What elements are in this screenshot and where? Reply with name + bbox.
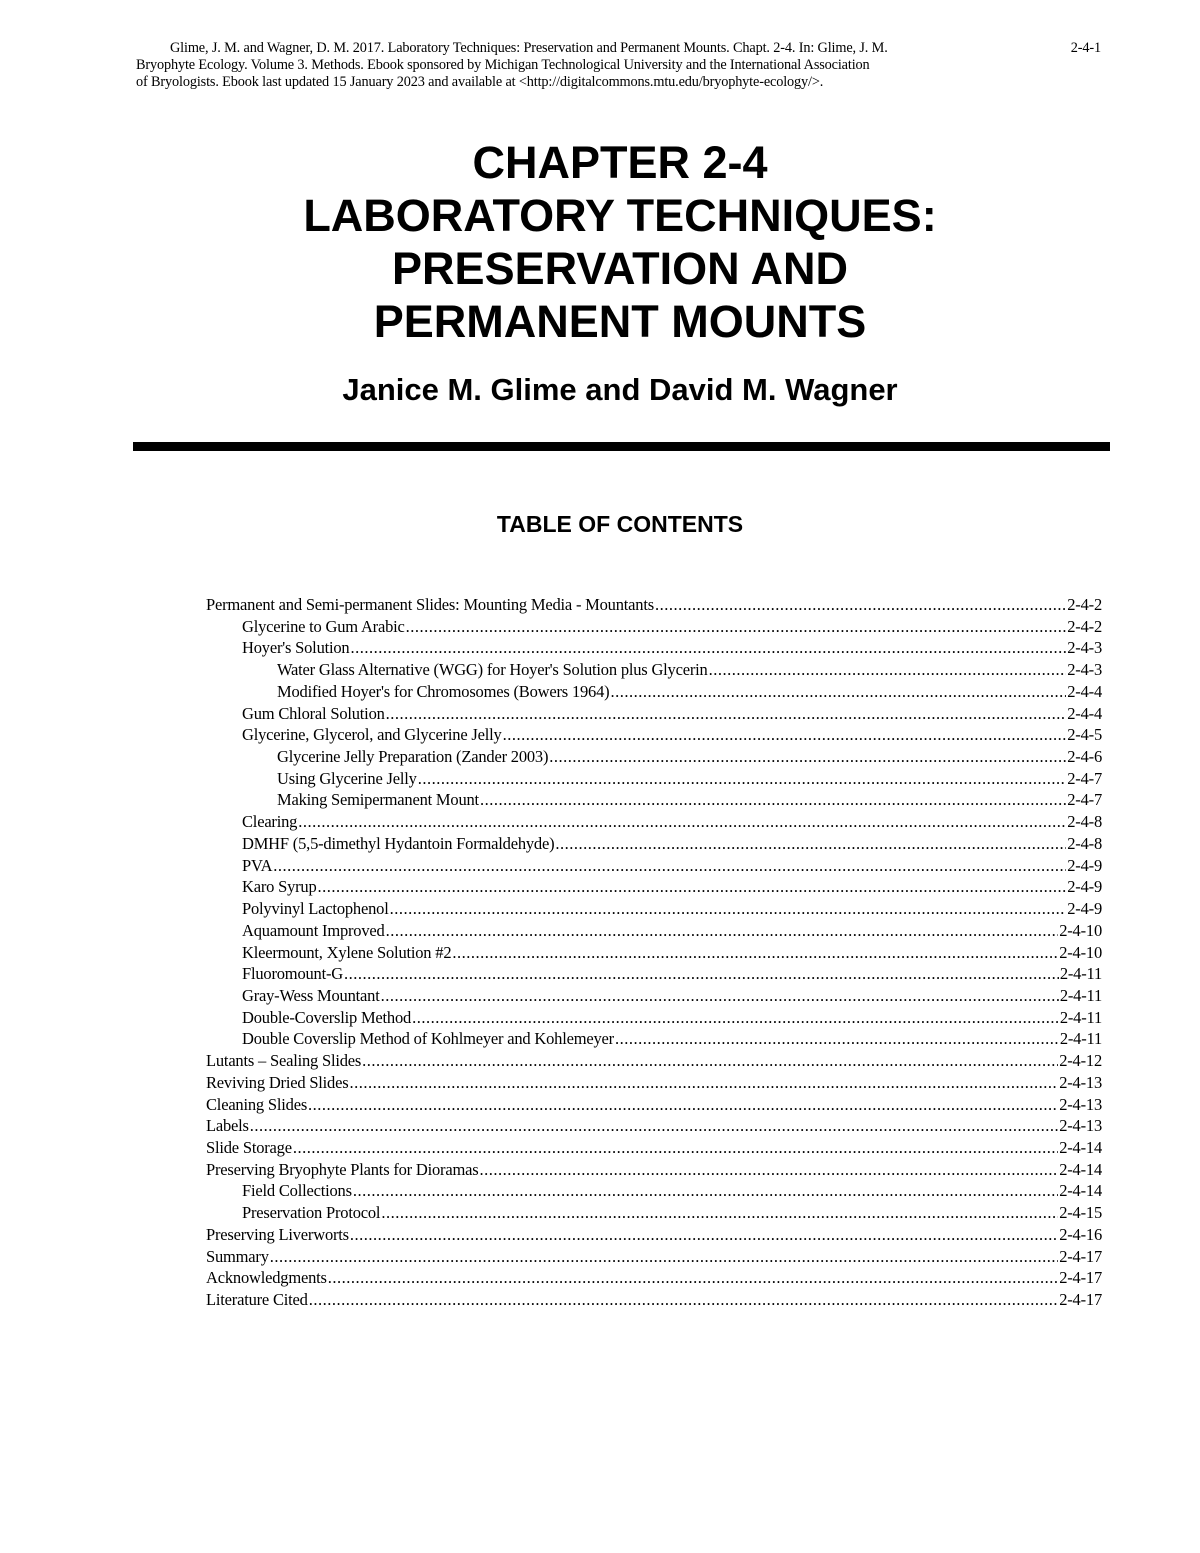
toc-entry[interactable] — [206, 1159, 1102, 1181]
toc-entry[interactable] — [206, 1094, 1102, 1116]
toc-entry[interactable] — [206, 1180, 1102, 1202]
toc-entry-page: 2-4-6 — [1067, 747, 1102, 767]
toc-entry[interactable] — [206, 855, 1102, 877]
toc-dot-leader — [328, 1267, 1058, 1289]
toc-entry-page: 2-4-17 — [1059, 1246, 1102, 1266]
toc-entry-label: Gum Chloral Solution — [242, 703, 385, 723]
citation-line-2: Bryophyte Ecology. Volume 3. Methods. Ebook sponsored by Michigan Technological University and the International Association — [136, 57, 870, 73]
toc-dot-leader — [480, 789, 1066, 811]
toc-entry[interactable] — [206, 942, 1102, 964]
toc-entry-label: Making Semipermanent Mount — [277, 790, 479, 810]
toc-entry-label: Aquamount Improved — [242, 920, 385, 940]
chapter-title-line-3: PRESERVATION AND — [392, 243, 848, 294]
authors: Janice M. Glime and David M. Wagner — [342, 372, 898, 407]
page-number: 2-4-1 — [1070, 40, 1101, 56]
toc-entry-label: Cleaning Slides — [206, 1094, 308, 1114]
toc-entry[interactable] — [206, 1246, 1102, 1268]
toc-entry-page: 2-4-4 — [1067, 681, 1102, 701]
toc-dot-leader — [298, 811, 1066, 833]
toc-entry-label: Glycerine, Glycerol, and Glycerine Jelly — [242, 725, 502, 745]
toc-dot-leader — [709, 659, 1067, 681]
table-of-contents — [206, 594, 1102, 1311]
toc-entry-label: Using Glycerine Jelly — [277, 768, 417, 788]
toc-dot-leader — [390, 898, 1067, 920]
toc-entry-label: Summary — [206, 1246, 269, 1266]
toc-heading: TABLE OF CONTENTS — [496, 511, 744, 537]
toc-entry[interactable] — [206, 789, 1102, 811]
toc-entry-page: 2-4-10 — [1059, 942, 1102, 962]
citation-header — [136, 40, 1101, 91]
toc-entry[interactable] — [206, 833, 1102, 855]
toc-entry-page: 2-4-11 — [1059, 1029, 1102, 1049]
toc-entry-label: Acknowledgments — [206, 1268, 327, 1288]
toc-entry[interactable] — [206, 594, 1102, 616]
toc-entry-label: Field Collections — [242, 1181, 352, 1201]
toc-entry-page: 2-4-2 — [1067, 595, 1102, 614]
toc-entry-page: 2-4-14 — [1059, 1137, 1102, 1157]
toc-entry-page: 2-4-16 — [1059, 1224, 1102, 1244]
toc-entry-label: Gray-Wess Mountant — [242, 985, 380, 1005]
toc-entry[interactable] — [206, 985, 1102, 1007]
toc-entry-page: 2-4-9 — [1067, 877, 1102, 897]
toc-entry-page: 2-4-8 — [1067, 812, 1102, 832]
toc-entry[interactable] — [206, 768, 1102, 790]
toc-entry-label: Fluoromount-G — [242, 964, 343, 984]
toc-entry-page: 2-4-13 — [1059, 1072, 1102, 1092]
toc-dot-leader — [555, 833, 1066, 855]
toc-entry[interactable] — [206, 1050, 1102, 1072]
toc-entry-page: 2-4-3 — [1067, 638, 1102, 658]
toc-dot-leader — [610, 681, 1066, 703]
toc-entry-label: Preservation Protocol — [242, 1203, 381, 1223]
toc-entry[interactable] — [206, 1007, 1102, 1029]
toc-dot-leader — [406, 616, 1067, 638]
toc-entry-page: 2-4-15 — [1059, 1203, 1102, 1223]
toc-entry-label: Karo Syrup — [242, 877, 317, 897]
toc-entry-page: 2-4-11 — [1059, 1007, 1102, 1027]
toc-dot-leader — [386, 703, 1067, 725]
toc-entry-page: 2-4-17 — [1059, 1268, 1102, 1288]
toc-entry-label: Clearing — [242, 812, 298, 832]
toc-entry[interactable] — [206, 898, 1102, 920]
toc-entry-label: Double Coverslip Method of Kohlmeyer and Kohlemeyer — [242, 1029, 614, 1049]
toc-entry-label: DMHF (5,5-dimethyl Hydantoin Formaldehyde) — [242, 833, 555, 853]
toc-entry-label: Glycerine Jelly Preparation (Zander 2003) — [277, 747, 549, 767]
toc-entry-label: Permanent and Semi-permanent Slides: Mounting Media - Mountants — [206, 595, 654, 614]
toc-entry-page: 2-4-7 — [1067, 790, 1102, 810]
toc-dot-leader — [318, 876, 1067, 898]
toc-entry-page: 2-4-14 — [1059, 1181, 1102, 1201]
toc-entry-page: 2-4-4 — [1067, 703, 1102, 723]
toc-entry[interactable] — [206, 1137, 1102, 1159]
toc-dot-leader — [270, 1246, 1058, 1268]
toc-dot-leader — [503, 724, 1067, 746]
toc-entry[interactable] — [206, 1028, 1102, 1050]
toc-entry-label: Polyvinyl Lactophenol — [242, 899, 389, 919]
toc-dot-leader — [250, 1115, 1058, 1137]
toc-dot-leader — [349, 1072, 1058, 1094]
toc-entry-page: 2-4-7 — [1067, 768, 1102, 788]
toc-entry-label: Labels — [206, 1116, 249, 1136]
chapter-title-line-4: PERMANENT MOUNTS — [373, 296, 867, 347]
toc-entry-page: 2-4-13 — [1059, 1094, 1102, 1114]
toc-entry[interactable] — [206, 1202, 1102, 1224]
toc-dot-leader — [412, 1007, 1059, 1029]
toc-entry-page: 2-4-13 — [1059, 1116, 1102, 1136]
toc-entry-label: Modified Hoyer's for Chromosomes (Bowers 1964) — [277, 681, 610, 701]
toc-entry-page: 2-4-10 — [1059, 920, 1102, 940]
toc-entry[interactable] — [206, 963, 1102, 985]
toc-entry-page: 2-4-3 — [1067, 660, 1102, 680]
toc-entry[interactable] — [206, 1289, 1102, 1311]
toc-dot-leader — [655, 594, 1066, 616]
toc-entry-page: 2-4-11 — [1059, 985, 1102, 1005]
citation-line-3: of Bryologists. Ebook last updated 15 January 2023 and available at <http://digitalcommons.mtu.edu/bryophyte-ecology/>. — [136, 74, 824, 90]
toc-entry[interactable] — [206, 746, 1102, 768]
toc-entry-page: 2-4-9 — [1067, 855, 1102, 875]
toc-entry-label: Slide Storage — [206, 1137, 292, 1157]
toc-dot-leader — [293, 1137, 1058, 1159]
toc-dot-leader — [479, 1159, 1058, 1181]
toc-entry-label: Literature Cited — [206, 1290, 308, 1309]
toc-entry[interactable] — [206, 616, 1102, 638]
toc-dot-leader — [381, 985, 1059, 1007]
toc-entry-page: 2-4-14 — [1059, 1159, 1102, 1179]
toc-entry[interactable] — [206, 1072, 1102, 1094]
toc-dot-leader — [309, 1289, 1058, 1311]
toc-dot-leader — [344, 963, 1059, 985]
toc-entry-label: Hoyer's Solution — [242, 638, 350, 658]
toc-dot-leader — [353, 1180, 1058, 1202]
toc-entry-page: 2-4-12 — [1059, 1051, 1102, 1071]
toc-entry[interactable] — [206, 681, 1102, 703]
toc-entry[interactable] — [206, 811, 1102, 833]
toc-entry[interactable] — [206, 659, 1102, 681]
toc-entry-label: Preserving Liverworts — [206, 1224, 349, 1244]
toc-entry[interactable] — [206, 1267, 1102, 1289]
toc-entry-label: PVA — [242, 855, 273, 875]
toc-entry-page: 2-4-17 — [1059, 1290, 1102, 1309]
toc-entry-page: 2-4-2 — [1067, 616, 1102, 636]
toc-dot-leader — [362, 1050, 1058, 1072]
toc-entry-label: Preserving Bryophyte Plants for Dioramas — [206, 1159, 479, 1179]
toc-dot-leader — [350, 1224, 1058, 1246]
chapter-title-line-1: CHAPTER 2-4 — [472, 137, 768, 188]
title-divider — [133, 442, 1110, 451]
toc-entry-label: Lutants – Sealing Slides — [206, 1051, 362, 1071]
toc-dot-leader — [308, 1094, 1058, 1116]
toc-entry-page: 2-4-11 — [1059, 964, 1102, 984]
toc-dot-leader — [549, 746, 1066, 768]
toc-entry[interactable] — [206, 1115, 1102, 1137]
toc-dot-leader — [381, 1202, 1058, 1224]
toc-entry-page: 2-4-9 — [1067, 899, 1102, 919]
citation-line-1: Glime, J. M. and Wagner, D. M. 2017. Laboratory Techniques: Preservation and Permanent Mounts. Chapt. 2-4. In: Glime, J. M. — [170, 40, 888, 56]
toc-entry[interactable] — [206, 876, 1102, 898]
toc-entry-label: Glycerine to Gum Arabic — [242, 616, 405, 636]
toc-entry[interactable] — [206, 637, 1102, 659]
chapter-title-line-2: LABORATORY TECHNIQUES: — [303, 190, 937, 241]
toc-entry[interactable] — [206, 703, 1102, 725]
toc-dot-leader — [273, 855, 1066, 877]
toc-entry[interactable] — [206, 724, 1102, 746]
toc-entry-label: Water Glass Alternative (WGG) for Hoyer's Solution plus Glycerin — [277, 660, 708, 680]
toc-entry-page: 2-4-8 — [1067, 833, 1102, 853]
toc-dot-leader — [418, 768, 1067, 790]
toc-dot-leader — [386, 920, 1059, 942]
toc-entry[interactable] — [206, 1224, 1102, 1246]
toc-entry-label: Double-Coverslip Method — [242, 1007, 412, 1027]
toc-dot-leader — [615, 1028, 1059, 1050]
toc-entry-page: 2-4-5 — [1067, 725, 1102, 745]
toc-entry-label: Reviving Dried Slides — [206, 1072, 349, 1092]
toc-dot-leader — [452, 942, 1058, 964]
toc-dot-leader — [350, 637, 1066, 659]
chapter-title — [0, 136, 1200, 348]
toc-entry[interactable] — [206, 920, 1102, 942]
toc-entry-label: Kleermount, Xylene Solution #2 — [242, 942, 452, 962]
